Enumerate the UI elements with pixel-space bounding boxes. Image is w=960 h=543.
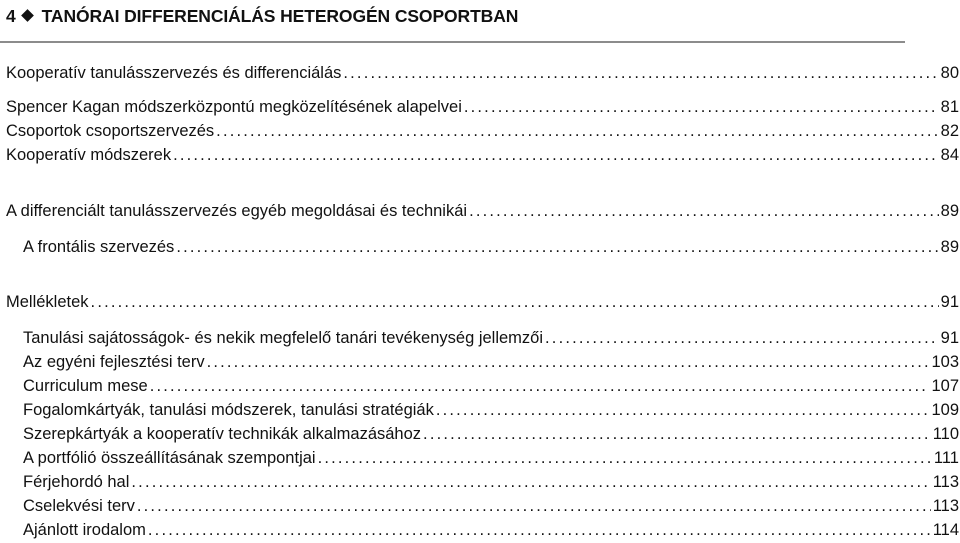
toc-entry[interactable]: [23, 518, 959, 540]
toc-entry-page: 109: [931, 401, 959, 419]
toc-dot-leader: [176, 237, 938, 257]
toc-entry-title: Mellékletek: [6, 293, 89, 311]
toc-entry-title: Kooperatív módszerek: [6, 146, 172, 164]
toc-entry[interactable]: [6, 143, 959, 165]
toc-entry-title: Férjehordó hal: [23, 473, 130, 491]
toc-entry-title: Az egyéni fejlesztési terv: [23, 353, 205, 371]
toc-dot-leader: [148, 520, 931, 540]
toc-entry-title: Ajánlott irodalom: [23, 521, 146, 539]
toc-entry-title: A differenciált tanulásszervezés egyéb megoldásai és technikái: [6, 202, 468, 220]
toc-entry-page: 113: [932, 497, 959, 515]
toc-dot-leader: [469, 201, 939, 221]
toc-entry-page: 114: [932, 521, 959, 539]
toc-entry[interactable]: [23, 398, 959, 420]
toc-entry[interactable]: [6, 119, 959, 141]
toc-entry-page: 82: [940, 122, 959, 140]
toc-entry[interactable]: [6, 199, 959, 221]
toc-entry-title: Szerepkártyák a kooperatív technikák alkalmazásához: [23, 425, 422, 443]
toc-entry-page: 107: [931, 377, 959, 395]
toc-dot-leader: [545, 328, 939, 348]
toc-entry[interactable]: [23, 470, 959, 492]
toc-dot-leader: [91, 292, 939, 312]
toc-dot-leader: [173, 145, 939, 165]
diamond-icon: [21, 9, 34, 22]
toc-entry-title: A frontális szervezés: [23, 238, 175, 256]
header-divider: [0, 41, 905, 43]
toc-entry-page: 91: [940, 329, 959, 347]
toc-entry-page: 89: [940, 238, 959, 256]
toc-entry-title: Spencer Kagan módszerközpontú megközelítésének alapelvei: [6, 98, 462, 116]
toc-dot-leader: [216, 121, 938, 141]
toc-entry-page: 91: [940, 293, 959, 311]
toc-dot-leader: [318, 448, 932, 468]
toc-entry-title: Cselekvési terv: [23, 497, 135, 515]
toc-entry[interactable]: [23, 422, 959, 444]
toc-entry-title: Curriculum mese: [23, 377, 148, 395]
toc-dot-leader: [131, 472, 930, 492]
page-header: [6, 4, 518, 28]
toc-entry-title: Kooperatív tanulásszervezés és differenciálás: [6, 64, 342, 82]
toc-entry-title: Tanulási sajátosságok- és nekik megfelelő tanári tevékenység jellemzői: [23, 329, 544, 347]
page-number: 4: [6, 5, 16, 26]
toc-dot-leader: [343, 63, 938, 83]
toc-entry[interactable]: [23, 235, 959, 257]
toc-dot-leader: [436, 400, 930, 420]
toc-entry-page: 113: [932, 473, 959, 491]
toc-dot-leader: [207, 352, 930, 372]
toc-entry-page: 84: [940, 146, 959, 164]
toc-entry[interactable]: [6, 290, 959, 312]
toc-entry-title: Fogalomkártyák, tanulási módszerek, tanulási stratégiák: [23, 401, 434, 419]
toc-dot-leader: [423, 424, 931, 444]
toc-dot-leader: [150, 376, 930, 396]
toc-entry[interactable]: [6, 61, 959, 83]
toc-entry-page: 103: [931, 353, 959, 371]
toc-entry-page: 81: [940, 98, 959, 116]
toc-entry-title: A portfólió összeállításának szempontjai: [23, 449, 316, 467]
toc-dot-leader: [137, 496, 931, 516]
toc-entry-title: Csoportok csoportszervezés: [6, 122, 215, 140]
toc-entry-page: 80: [940, 64, 959, 82]
page-title: TANÓRAI DIFFERENCIÁLÁS HETEROGÉN CSOPORTBAN: [41, 5, 519, 26]
toc-entry-page: 110: [932, 425, 959, 443]
toc-entry[interactable]: [23, 494, 959, 516]
toc-dot-leader: [464, 97, 939, 117]
toc-entry[interactable]: [23, 374, 959, 396]
toc-entry-page: 111: [933, 449, 959, 467]
toc-entry[interactable]: [23, 446, 959, 468]
toc-entry[interactable]: [23, 350, 959, 372]
toc-entry[interactable]: [23, 326, 959, 348]
toc-entry[interactable]: [6, 95, 959, 117]
toc-entry-page: 89: [940, 202, 959, 220]
